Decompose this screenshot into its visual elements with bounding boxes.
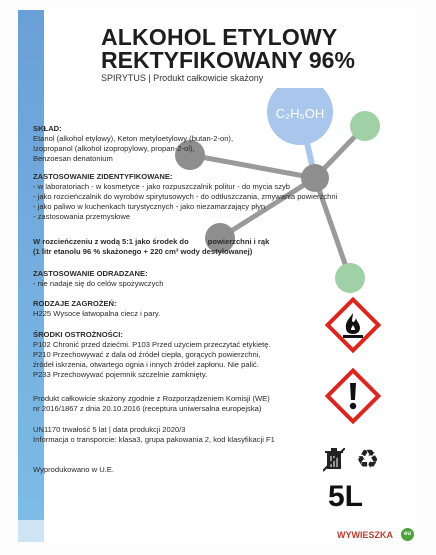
precaution-line: P102 Chronić przed dziećmi. P103 Przed użyciem przeczytać etykietę.: [33, 340, 271, 349]
regulation-line: Produkt całkowicie skażony zgodnie z Rozporządzeniem Komisji (WE): [33, 394, 270, 403]
precaution-line: źródeł iskrzenia, otwartego ognia i innych źródeł zapłonu. Nie palić.: [33, 360, 259, 369]
use-line: - w laboratoriach - w kosmetyce - jako rozpuszczalnik politur - do mycia szyb: [33, 182, 291, 191]
identified-uses-heading: ZASTOSOWANIE ZIDENTYFIKOWANE:: [33, 172, 173, 181]
dilution-line: W rozcieńczeniu z wodą 5:1 jako środek do powierzchni i rąk: [33, 237, 270, 246]
brand-name: WYWIESZKA: [337, 530, 393, 540]
composition-line: Etanol (alkohol etylowy), Keton metyloetylowy (butan-2-on),: [33, 134, 234, 143]
product-title-line1: ALKOHOL ETYLOWY: [101, 24, 338, 50]
dilution-line: (1 litr etanolu 96 % skażonego + 220 cm³ wody destylowanej): [33, 247, 253, 256]
bond-line: [190, 155, 315, 178]
atom-grey: [301, 164, 329, 192]
flame-pictogram-icon: [325, 297, 381, 353]
hazard-heading: RODZAJE ZAGROŻEŃ:: [33, 299, 117, 308]
atom-green: [350, 111, 380, 141]
transport-line: UN1170 trwałość 5 lat | data produkcji 2020/3: [33, 425, 186, 434]
discouraged-uses-heading: ZASTOSOWANIE ODRADZANE:: [33, 269, 148, 278]
precaution-line: P233 Przechowywać pojemnik szczelnie zamknięty.: [33, 370, 208, 379]
brand-eu-badge: eu: [401, 528, 414, 541]
transport-line: Informacja o transporcie: klasa3, grupa pakowania 2, kod klasyfikacji F1: [33, 435, 275, 444]
atom-green: [335, 263, 365, 293]
volume-label: 5L: [328, 480, 364, 513]
composition-heading: SKŁAD:: [33, 124, 62, 133]
product-title-line2: REKTYFIKOWANY 96%: [101, 47, 355, 73]
stripe-fade: [18, 520, 44, 542]
waste-bin-icon: [323, 448, 345, 472]
precaution-line: P210 Przechowywać z dala od źródeł ciepła, gorących powierzchni,: [33, 350, 261, 359]
recycle-icon: ♻: [356, 444, 380, 474]
use-line: - jako paliwo w kuchenkach turystycznych - jako niezamarzający płyn: [33, 202, 266, 211]
use-line: - jako rozcieńczalnik do wyrobów spirytusowych - do odtłuszczania, zmywania powierzchni: [33, 192, 338, 201]
origin-text: Wyprodukowano w U.E.: [33, 465, 114, 474]
regulation-line: nr 2016/1867 z dnia 20.10.2016 (receptura uniwersalna europejska): [33, 404, 262, 413]
hazard-line: H225 Wysoce łatwopalna ciecz i pary.: [33, 309, 161, 318]
formula-text: C₂H₅OH: [275, 106, 325, 121]
use-line: - zastosowania przemysłowe: [33, 212, 131, 221]
composition-line: Izopropanol (alkohol izopropylowy, propan-2-ol),: [33, 144, 195, 153]
composition-line: Benzoesan denatonium: [33, 154, 113, 163]
discouraged-line: - nie nadaje się do celów spożywczych: [33, 279, 164, 288]
product-subtitle: SPIRYTUS | Produkt całkowicie skażony: [101, 73, 264, 83]
precautions-heading: ŚRODKI OSTROŻNOŚCI:: [33, 330, 123, 339]
exclamation-pictogram-icon: [325, 368, 381, 424]
